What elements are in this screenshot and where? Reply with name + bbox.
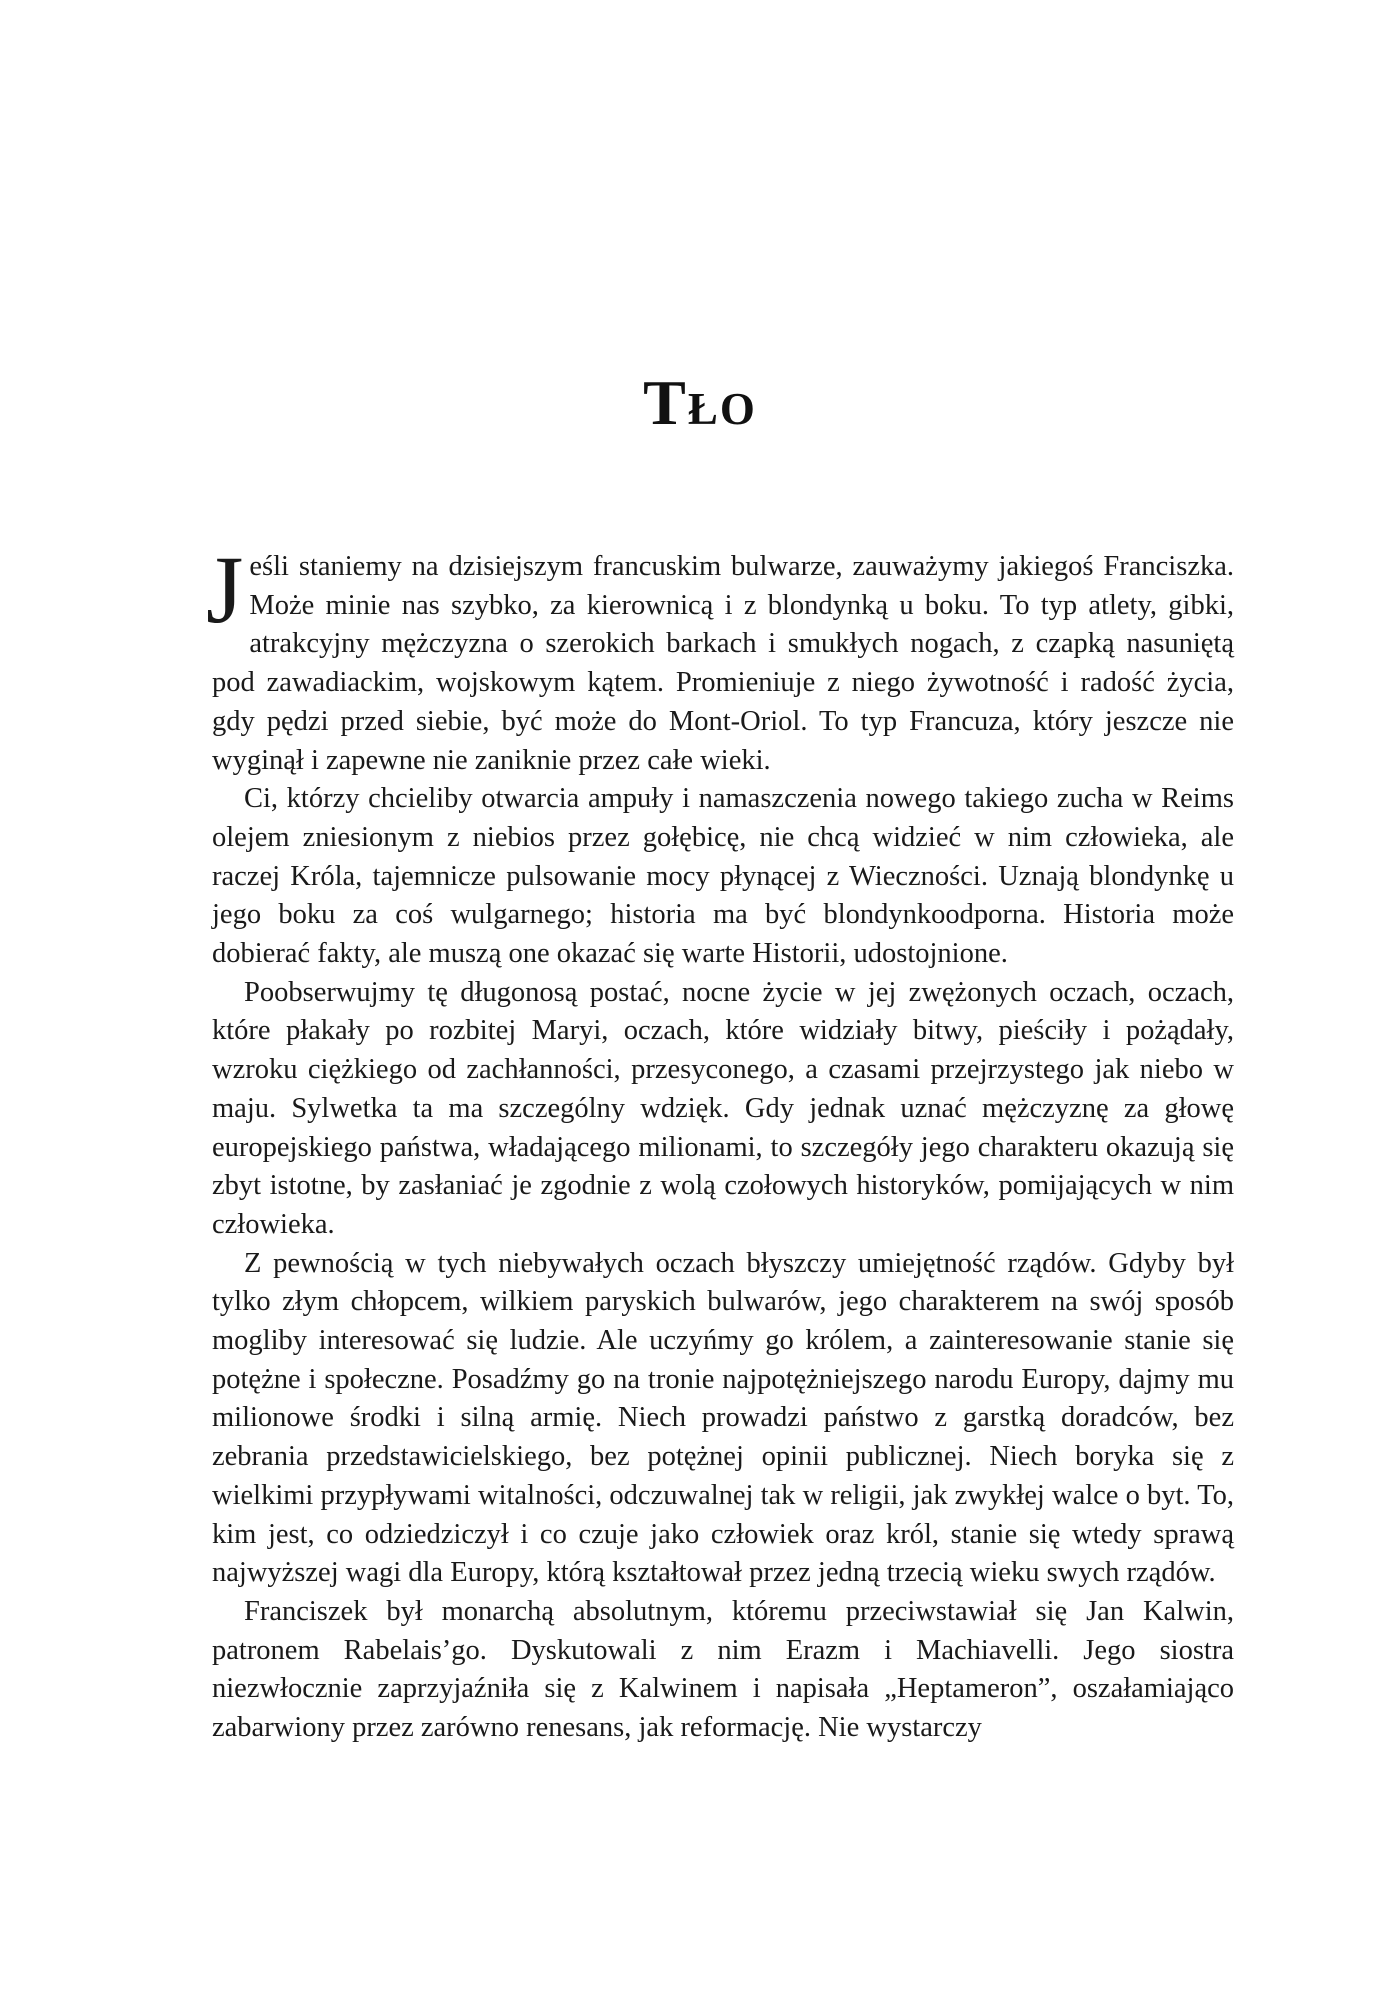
- chapter-title: [0, 366, 1400, 440]
- paragraph-4: Z pewnością w tych niebywałych oczach błyszczy umiejętność rządów. Gdyby był tylko złym chłopcem, wilkiem paryskich bulwarów, jego charakterem na swój sposób mogliby interesować się ludzie. Ale uczyńmy go królem, a zainteresowanie stanie się potężne i społeczne. Posadźmy go na tronie najpotężniejszego narodu Europy, dajmy mu milionowe środki i silną armię. Niech prowadzi państwo z garstką doradców, bez zebrania przedstawicielskiego, bez potężnej opinii publicznej. Niech boryka się z wielkimi przypływami witalności, odczuwalnej tak w religii, jak zwykłej walce o byt. To, kim jest, co odziedziczył i co czuje jako człowiek oraz król, stanie się wtedy sprawą najwyższej wagi dla Europy, którą kształtował przez jedną trzecią wieku swych rządów.: [212, 1247, 1234, 1589]
- chapter-body: [206, 536, 1234, 1748]
- paragraph-5: Franciszek był monarchą absolutnym, któremu przeciwstawiał się Jan Kalwin, patronem Rabelais’go. Dyskutowali z nim Erazm i Machiavelli. Jego siostra niezwłocznie zaprzyjaźniła się z Kalwinem i napisała „Heptameron”, oszałamiająco zabarwiony przez zarówno renesans, jak reformację. Nie wystarczy: [212, 1595, 1234, 1744]
- paragraph-2: Ci, którzy chcieliby otwarcia ampuły i namaszczenia nowego takiego zucha w Reims olejem zniesionym z niebios przez gołębicę, nie chcą widzieć w nim człowieka, ale raczej Króla, tajemnicze pulsowanie mocy płynącej z Wieczności. Uznają blondynkę u jego boku za coś wulgarnego; historia ma być blondynkoodporna. Historia może dobierać fakty, ale muszą one okazać się warte Historii, udostojnione.: [212, 783, 1234, 970]
- chapter-title-initial: T: [643, 367, 688, 438]
- drop-cap: J: [206, 536, 244, 643]
- chapter-title-rest: ło: [687, 367, 757, 438]
- paragraph-1: [206, 536, 1234, 780]
- paragraph-3: Poobserwujmy tę długonosą postać, nocne życie w jej zwężonych oczach, oczach, które płakały po rozbitej Maryi, oczach, które widziały bitwy, pieściły i pożądały, wzroku ciężkiego od zachłanności, przesyconego, a czasami przejrzystego jak niebo w maju. Sylwetka ta ma szczególny wdzięk. Gdy jednak uznać mężczyznę za głowę europejskiego państwa, władającego milionami, to szczegóły jego charakteru okazują się zbyt istotne, by zasłaniać je zgodnie z wolą czołowych historyków, pomijających w nim człowieka.: [212, 976, 1234, 1240]
- paragraph-1-text: eśli staniemy na dzisiejszym francuskim bulwarze, zauważymy jakiegoś Franciszka. Może minie nas szybko, za kierownicą i z blondynką u boku. To typ atlety, gibki, atrakcyjny mężczyzna o szerokich barkach i smukłych nogach, z czapką nasuniętą pod zawadiackim, wojskowym kątem. Promieniuje z niego żywotność i radość życia, gdy pędzi przed siebie, być może do Mont-Oriol. To typ Francuza, który jeszcze nie wyginął i zapewne nie zaniknie przez całe wieki.: [212, 551, 1234, 776]
